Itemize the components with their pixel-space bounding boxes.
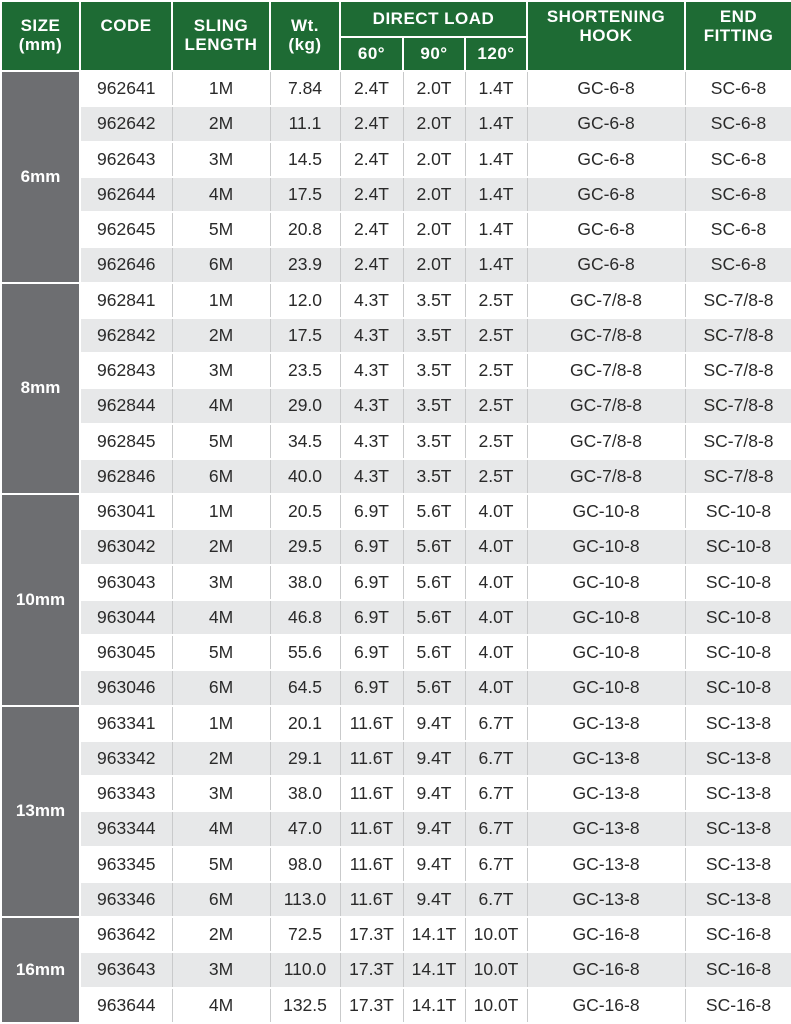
cell-shortening-hook: GC-7/8-8	[527, 424, 685, 459]
cell-load-60: 17.3T	[340, 988, 403, 1024]
cell-shortening-hook: GC-7/8-8	[527, 283, 685, 318]
cell-load-60: 4.3T	[340, 283, 403, 318]
header-end-fitting-line2: FITTING	[703, 25, 774, 45]
cell-load-90: 5.6T	[403, 529, 465, 564]
header-size-line2: (mm)	[18, 35, 63, 54]
cell-code: 962842	[80, 318, 172, 353]
cell-load-120: 2.5T	[465, 424, 527, 459]
cell-code: 963044	[80, 600, 172, 635]
cell-end-fitting: SC-13-8	[685, 811, 791, 846]
cell-shortening-hook: GC-6-8	[527, 71, 685, 106]
table-row	[1, 811, 791, 846]
cell-load-60: 4.3T	[340, 459, 403, 494]
cell-shortening-hook: GC-10-8	[527, 565, 685, 600]
cell-sling-length: 6M	[172, 459, 270, 494]
cell-load-90: 14.1T	[403, 988, 465, 1024]
table-row	[1, 353, 791, 388]
cell-weight: 12.0	[270, 283, 340, 318]
cell-load-90: 14.1T	[403, 952, 465, 987]
header-size-line1: SIZE	[20, 16, 61, 36]
size-group-label: 16mm	[1, 917, 80, 1023]
header-shortening-hook	[527, 1, 685, 71]
cell-code: 962841	[80, 283, 172, 318]
cell-load-120: 4.0T	[465, 635, 527, 670]
cell-end-fitting: SC-7/8-8	[685, 388, 791, 423]
size-group-label: 13mm	[1, 706, 80, 918]
cell-load-120: 6.7T	[465, 811, 527, 846]
cell-load-60: 11.6T	[340, 882, 403, 917]
cell-end-fitting: SC-10-8	[685, 494, 791, 529]
cell-load-60: 17.3T	[340, 952, 403, 987]
cell-shortening-hook: GC-6-8	[527, 212, 685, 247]
cell-load-90: 3.5T	[403, 318, 465, 353]
cell-weight: 47.0	[270, 811, 340, 846]
table-header	[1, 1, 791, 71]
cell-shortening-hook: GC-10-8	[527, 635, 685, 670]
table-row	[1, 847, 791, 882]
cell-end-fitting: SC-13-8	[685, 706, 791, 741]
cell-load-120: 1.4T	[465, 142, 527, 177]
cell-load-90: 5.6T	[403, 565, 465, 600]
cell-code: 963042	[80, 529, 172, 564]
cell-sling-length: 2M	[172, 106, 270, 141]
header-end-fitting-line1: END	[719, 6, 758, 26]
cell-load-60: 6.9T	[340, 670, 403, 705]
cell-weight: 20.8	[270, 212, 340, 247]
cell-load-60: 11.6T	[340, 847, 403, 882]
cell-weight: 29.5	[270, 529, 340, 564]
header-sling-length-line2: LENGTH	[184, 35, 258, 54]
cell-load-60: 2.4T	[340, 142, 403, 177]
cell-load-120: 6.7T	[465, 776, 527, 811]
cell-code: 963346	[80, 882, 172, 917]
table-row	[1, 212, 791, 247]
cell-end-fitting: SC-10-8	[685, 600, 791, 635]
cell-load-60: 11.6T	[340, 706, 403, 741]
table-row	[1, 388, 791, 423]
table-row	[1, 635, 791, 670]
table-row	[1, 988, 791, 1024]
table-row	[1, 106, 791, 141]
cell-load-90: 5.6T	[403, 600, 465, 635]
cell-code: 963341	[80, 706, 172, 741]
cell-load-120: 2.5T	[465, 283, 527, 318]
cell-sling-length: 5M	[172, 635, 270, 670]
cell-load-90: 3.5T	[403, 353, 465, 388]
cell-load-60: 6.9T	[340, 600, 403, 635]
cell-sling-length: 1M	[172, 71, 270, 106]
cell-sling-length: 5M	[172, 212, 270, 247]
cell-load-90: 5.6T	[403, 670, 465, 705]
cell-shortening-hook: GC-10-8	[527, 529, 685, 564]
cell-load-90: 2.0T	[403, 106, 465, 141]
cell-shortening-hook: GC-13-8	[527, 811, 685, 846]
cell-end-fitting: SC-13-8	[685, 741, 791, 776]
cell-sling-length: 1M	[172, 283, 270, 318]
cell-load-120: 10.0T	[465, 917, 527, 952]
cell-end-fitting: SC-6-8	[685, 106, 791, 141]
cell-load-120: 1.4T	[465, 106, 527, 141]
header-shortening-hook-line2: HOOK	[579, 25, 633, 45]
cell-shortening-hook: GC-10-8	[527, 670, 685, 705]
cell-sling-length: 5M	[172, 424, 270, 459]
cell-sling-length: 1M	[172, 706, 270, 741]
cell-code: 962645	[80, 212, 172, 247]
cell-shortening-hook: GC-13-8	[527, 706, 685, 741]
cell-weight: 23.9	[270, 247, 340, 282]
table-row	[1, 142, 791, 177]
table-row	[1, 459, 791, 494]
cell-load-60: 6.9T	[340, 635, 403, 670]
cell-load-90: 2.0T	[403, 177, 465, 212]
cell-shortening-hook: GC-13-8	[527, 741, 685, 776]
header-weight	[270, 1, 340, 71]
cell-sling-length: 3M	[172, 776, 270, 811]
cell-code: 962642	[80, 106, 172, 141]
cell-code: 962644	[80, 177, 172, 212]
cell-code: 963342	[80, 741, 172, 776]
cell-shortening-hook: GC-7/8-8	[527, 459, 685, 494]
cell-load-60: 6.9T	[340, 565, 403, 600]
table-row	[1, 494, 791, 529]
cell-end-fitting: SC-16-8	[685, 988, 791, 1024]
cell-load-90: 9.4T	[403, 811, 465, 846]
cell-sling-length: 4M	[172, 988, 270, 1024]
cell-load-60: 2.4T	[340, 177, 403, 212]
header-sling-length-line1: SLING	[193, 16, 249, 36]
cell-code: 963642	[80, 917, 172, 952]
cell-load-60: 2.4T	[340, 212, 403, 247]
cell-end-fitting: SC-6-8	[685, 247, 791, 282]
cell-load-90: 3.5T	[403, 388, 465, 423]
cell-load-60: 2.4T	[340, 71, 403, 106]
cell-code: 963343	[80, 776, 172, 811]
table-row	[1, 882, 791, 917]
cell-weight: 34.5	[270, 424, 340, 459]
cell-sling-length: 4M	[172, 600, 270, 635]
cell-shortening-hook: GC-16-8	[527, 952, 685, 987]
cell-weight: 55.6	[270, 635, 340, 670]
cell-code: 962843	[80, 353, 172, 388]
cell-load-120: 4.0T	[465, 600, 527, 635]
table-row	[1, 247, 791, 282]
cell-code: 962643	[80, 142, 172, 177]
cell-sling-length: 3M	[172, 565, 270, 600]
cell-load-120: 2.5T	[465, 318, 527, 353]
cell-weight: 113.0	[270, 882, 340, 917]
table-row	[1, 600, 791, 635]
cell-end-fitting: SC-7/8-8	[685, 318, 791, 353]
table-row	[1, 741, 791, 776]
cell-end-fitting: SC-6-8	[685, 142, 791, 177]
cell-code: 962641	[80, 71, 172, 106]
cell-code: 962846	[80, 459, 172, 494]
cell-load-60: 6.9T	[340, 494, 403, 529]
cell-weight: 132.5	[270, 988, 340, 1024]
cell-code: 963046	[80, 670, 172, 705]
cell-end-fitting: SC-10-8	[685, 529, 791, 564]
cell-load-120: 10.0T	[465, 988, 527, 1024]
cell-sling-length: 3M	[172, 142, 270, 177]
table-row	[1, 706, 791, 741]
cell-weight: 64.5	[270, 670, 340, 705]
cell-weight: 23.5	[270, 353, 340, 388]
cell-weight: 38.0	[270, 776, 340, 811]
cell-load-90: 3.5T	[403, 459, 465, 494]
cell-end-fitting: SC-7/8-8	[685, 353, 791, 388]
cell-code: 963344	[80, 811, 172, 846]
cell-end-fitting: SC-6-8	[685, 177, 791, 212]
cell-load-60: 2.4T	[340, 247, 403, 282]
cell-load-60: 2.4T	[340, 106, 403, 141]
table-row	[1, 318, 791, 353]
header-size	[1, 1, 80, 71]
cell-load-90: 9.4T	[403, 706, 465, 741]
header-sling-length	[172, 1, 270, 71]
cell-end-fitting: SC-6-8	[685, 212, 791, 247]
cell-shortening-hook: GC-6-8	[527, 177, 685, 212]
cell-weight: 29.0	[270, 388, 340, 423]
cell-weight: 7.84	[270, 71, 340, 106]
cell-load-90: 2.0T	[403, 142, 465, 177]
cell-load-120: 6.7T	[465, 847, 527, 882]
header-code-label: CODE	[100, 16, 152, 36]
cell-shortening-hook: GC-13-8	[527, 882, 685, 917]
cell-weight: 20.1	[270, 706, 340, 741]
cell-load-90: 2.0T	[403, 71, 465, 106]
cell-shortening-hook: GC-7/8-8	[527, 318, 685, 353]
cell-sling-length: 5M	[172, 847, 270, 882]
cell-load-90: 9.4T	[403, 741, 465, 776]
cell-sling-length: 2M	[172, 741, 270, 776]
cell-load-60: 4.3T	[340, 318, 403, 353]
cell-load-120: 4.0T	[465, 565, 527, 600]
cell-shortening-hook: GC-6-8	[527, 142, 685, 177]
cell-weight: 46.8	[270, 600, 340, 635]
table-row	[1, 283, 791, 318]
cell-code: 963644	[80, 988, 172, 1024]
cell-weight: 20.5	[270, 494, 340, 529]
cell-sling-length: 3M	[172, 353, 270, 388]
cell-load-90: 2.0T	[403, 212, 465, 247]
cell-load-90: 5.6T	[403, 635, 465, 670]
table-row	[1, 952, 791, 987]
cell-end-fitting: SC-10-8	[685, 635, 791, 670]
header-angle-90: 90°	[403, 37, 465, 71]
cell-load-90: 9.4T	[403, 882, 465, 917]
cell-load-120: 1.4T	[465, 177, 527, 212]
cell-shortening-hook: GC-16-8	[527, 988, 685, 1024]
header-angle-120: 120°	[465, 37, 527, 71]
cell-load-120: 1.4T	[465, 212, 527, 247]
cell-load-90: 3.5T	[403, 424, 465, 459]
cell-code: 963043	[80, 565, 172, 600]
cell-load-120: 6.7T	[465, 706, 527, 741]
size-group-label: 6mm	[1, 71, 80, 283]
cell-sling-length: 3M	[172, 952, 270, 987]
cell-code: 962646	[80, 247, 172, 282]
cell-end-fitting: SC-10-8	[685, 670, 791, 705]
cell-code: 962844	[80, 388, 172, 423]
cell-load-60: 4.3T	[340, 388, 403, 423]
cell-weight: 17.5	[270, 318, 340, 353]
cell-load-90: 14.1T	[403, 917, 465, 952]
cell-load-60: 17.3T	[340, 917, 403, 952]
cell-load-60: 11.6T	[340, 776, 403, 811]
cell-load-120: 2.5T	[465, 388, 527, 423]
header-end-fitting	[685, 1, 791, 71]
cell-shortening-hook: GC-10-8	[527, 494, 685, 529]
cell-sling-length: 1M	[172, 494, 270, 529]
cell-code: 962845	[80, 424, 172, 459]
header-code	[80, 1, 172, 71]
cell-end-fitting: SC-13-8	[685, 847, 791, 882]
cell-load-120: 1.4T	[465, 71, 527, 106]
table-row	[1, 71, 791, 106]
table-row	[1, 424, 791, 459]
cell-weight: 72.5	[270, 917, 340, 952]
table-row	[1, 177, 791, 212]
cell-sling-length: 2M	[172, 529, 270, 564]
cell-shortening-hook: GC-10-8	[527, 600, 685, 635]
cell-code: 963345	[80, 847, 172, 882]
cell-end-fitting: SC-16-8	[685, 917, 791, 952]
table-row	[1, 917, 791, 952]
header-weight-line2: (kg)	[288, 35, 322, 54]
cell-load-120: 10.0T	[465, 952, 527, 987]
cell-load-60: 4.3T	[340, 353, 403, 388]
cell-load-120: 4.0T	[465, 494, 527, 529]
cell-load-120: 6.7T	[465, 882, 527, 917]
cell-shortening-hook: GC-13-8	[527, 776, 685, 811]
cell-load-120: 1.4T	[465, 247, 527, 282]
cell-sling-length: 4M	[172, 177, 270, 212]
cell-weight: 98.0	[270, 847, 340, 882]
cell-weight: 17.5	[270, 177, 340, 212]
cell-weight: 29.1	[270, 741, 340, 776]
cell-load-90: 2.0T	[403, 247, 465, 282]
table-row	[1, 670, 791, 705]
cell-sling-length: 6M	[172, 670, 270, 705]
cell-load-60: 11.6T	[340, 741, 403, 776]
cell-end-fitting: SC-13-8	[685, 776, 791, 811]
table-row	[1, 776, 791, 811]
cell-code: 963643	[80, 952, 172, 987]
size-group-label: 10mm	[1, 494, 80, 706]
cell-shortening-hook: GC-7/8-8	[527, 388, 685, 423]
cell-sling-length: 4M	[172, 811, 270, 846]
cell-load-120: 4.0T	[465, 670, 527, 705]
cell-shortening-hook: GC-7/8-8	[527, 353, 685, 388]
cell-load-90: 9.4T	[403, 776, 465, 811]
cell-load-120: 6.7T	[465, 741, 527, 776]
cell-sling-length: 2M	[172, 917, 270, 952]
cell-end-fitting: SC-7/8-8	[685, 283, 791, 318]
cell-load-120: 2.5T	[465, 353, 527, 388]
cell-weight: 14.5	[270, 142, 340, 177]
header-weight-line1: Wt.	[291, 16, 319, 36]
cell-load-120: 4.0T	[465, 529, 527, 564]
cell-load-120: 2.5T	[465, 459, 527, 494]
cell-load-90: 3.5T	[403, 283, 465, 318]
cell-end-fitting: SC-7/8-8	[685, 424, 791, 459]
cell-weight: 38.0	[270, 565, 340, 600]
cell-weight: 110.0	[270, 952, 340, 987]
cell-code: 963045	[80, 635, 172, 670]
cell-end-fitting: SC-7/8-8	[685, 459, 791, 494]
table-row	[1, 565, 791, 600]
cell-load-60: 6.9T	[340, 529, 403, 564]
cell-end-fitting: SC-10-8	[685, 565, 791, 600]
cell-sling-length: 2M	[172, 318, 270, 353]
header-direct-load: DIRECT LOAD	[340, 1, 527, 37]
cell-end-fitting: SC-16-8	[685, 952, 791, 987]
cell-shortening-hook: GC-13-8	[527, 847, 685, 882]
cell-sling-length: 4M	[172, 388, 270, 423]
cell-weight: 11.1	[270, 106, 340, 141]
cell-load-60: 4.3T	[340, 424, 403, 459]
header-angle-60: 60°	[340, 37, 403, 71]
cell-shortening-hook: GC-6-8	[527, 106, 685, 141]
cell-end-fitting: SC-13-8	[685, 882, 791, 917]
cell-shortening-hook: GC-16-8	[527, 917, 685, 952]
cell-weight: 40.0	[270, 459, 340, 494]
cell-end-fitting: SC-6-8	[685, 71, 791, 106]
cell-load-60: 11.6T	[340, 811, 403, 846]
table-body	[1, 71, 791, 1023]
cell-code: 963041	[80, 494, 172, 529]
header-shortening-hook-line1: SHORTENING	[546, 6, 666, 26]
cell-shortening-hook: GC-6-8	[527, 247, 685, 282]
size-group-label: 8mm	[1, 283, 80, 495]
table-row	[1, 529, 791, 564]
cell-sling-length: 6M	[172, 247, 270, 282]
cell-load-90: 9.4T	[403, 847, 465, 882]
cell-load-90: 5.6T	[403, 494, 465, 529]
cell-sling-length: 6M	[172, 882, 270, 917]
